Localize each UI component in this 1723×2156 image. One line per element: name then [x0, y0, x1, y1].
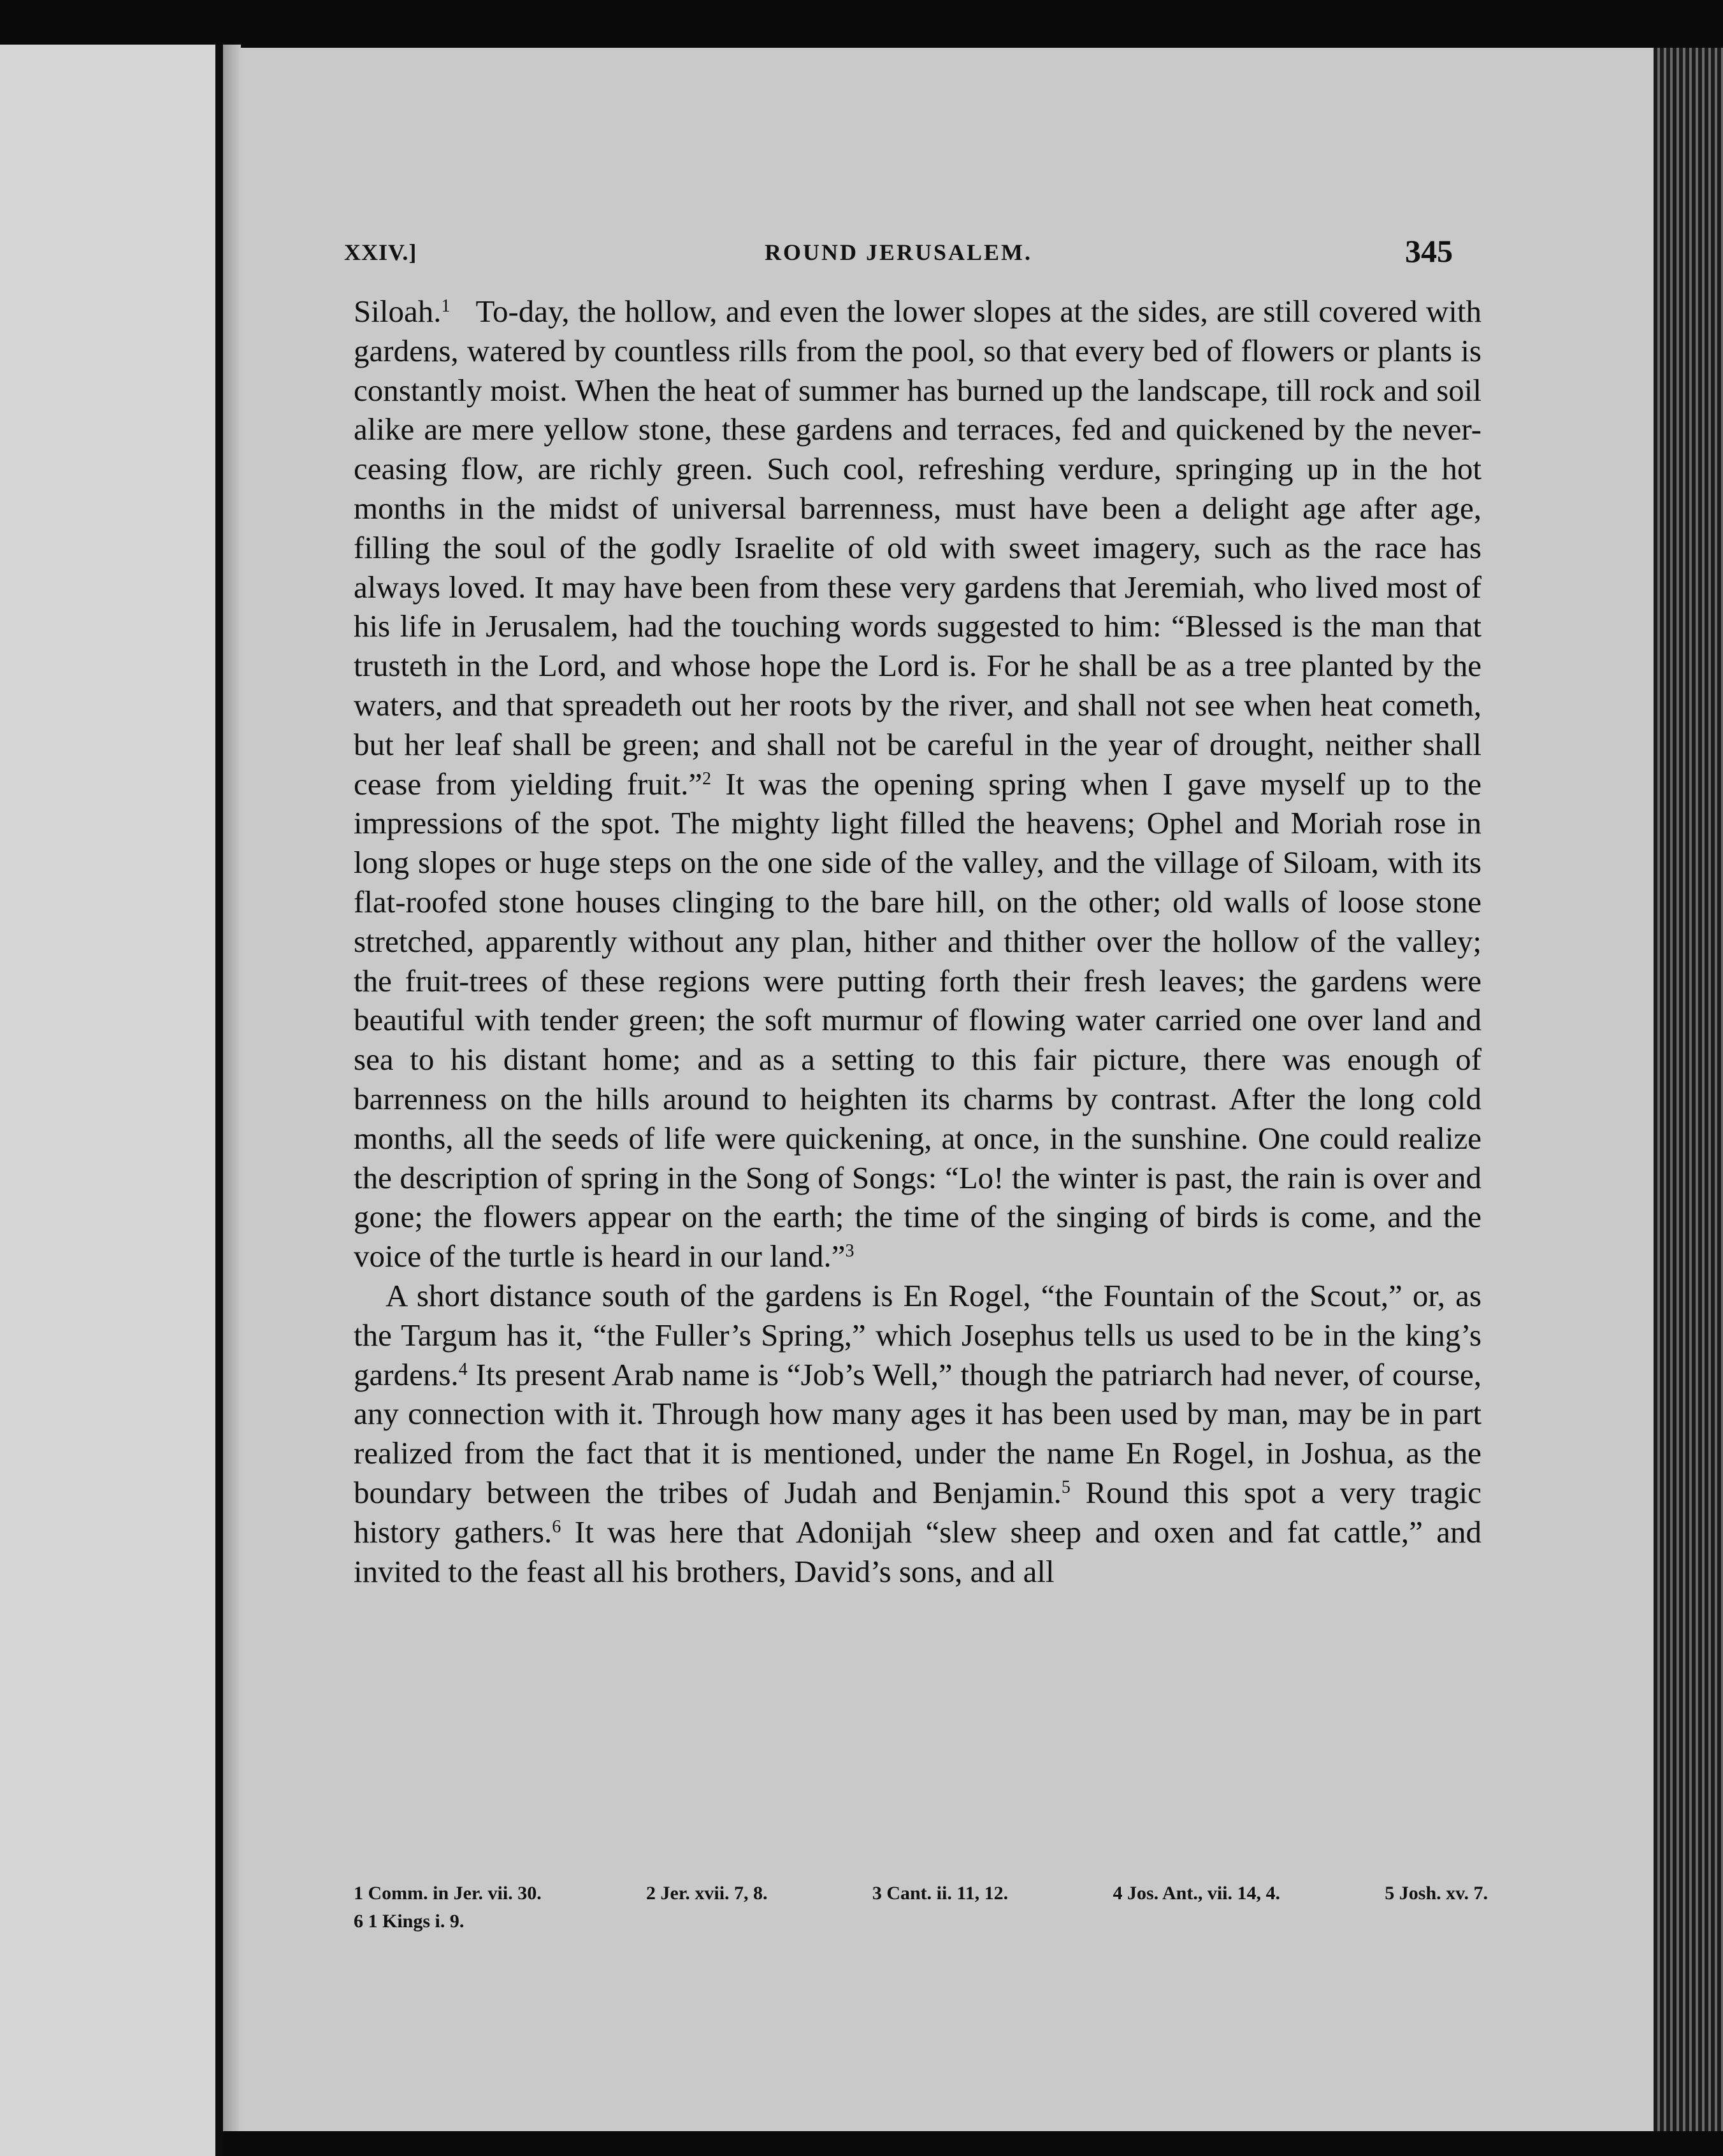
footnote: 4 Jos. Ant., vii. 14, 4. [1113, 1883, 1280, 1904]
footnote: 1 Comm. in Jer. vii. 30. [354, 1883, 542, 1904]
page-number: 345 [1405, 233, 1453, 269]
footnote: 2 Jer. xvii. 7, 8. [646, 1883, 768, 1904]
paragraph-text: Its present Arab name is “Job’s Well,” though the patriarch had never, of course, any connection with it. Through how many ages it has been used by man, may be in part realized from the fact that it is mentioned, under the name En Rogel, in Joshua, as the boundary between the tribes of Judah and Benjamin. [354, 1356, 1482, 1510]
paragraph-text: It was here that Adonijah “slew sheep and oxen and fat cattle,” and invited to the feast all his brothers, David’s sons, and all [354, 1514, 1482, 1589]
footnote-mark[interactable]: 6 [552, 1516, 561, 1537]
footnote: 5 Josh. xv. 7. [1385, 1883, 1488, 1904]
paragraph-text: A short distance south of the gardens is En Rogel, “the Fountain of the Scout,” or, as the Targum has it, “the Fuller’s Spring,” which Josephus tells us used to be in the king’s gardens. [354, 1277, 1481, 1392]
paragraph-text: Round this spot a very tragic history gathers. [354, 1474, 1481, 1549]
footnotes [354, 1879, 1488, 1936]
scan-bottom-border [223, 2131, 1723, 2156]
paragraph [354, 1276, 1481, 1591]
paragraph-text: To-day, the hollow, and even the lower slopes at the sides, are still covered with gardens, watered by countless rills from the pool, so that every bed of flowers or plants is constantly moist. When the heat of summer has burned up the landscape, till rock and soil alike are mere yellow stone, these gardens and terraces, fed and quickened by the never-ceasing flow, are richly green. Such cool, refreshing verdure, springing up in the hot months in the midst of universal barrenness, must have been a delight age after age, filling the soul of the godly Israelite of old with sweet imagery, such as the race has always loved. It may have been from these very gardens that Jeremiah, who lived most of his life in Jerusalem, had the touching words suggested to him: “Blessed is the man that trusteth in the Lord, and whose hope the Lord is. For he shall be as a tree planted by the waters, and that spreadeth out her roots by the river, and shall not see when heat cometh, but her leaf shall be green; and shall not be careful in the year of drought, neither shall cease from yielding fruit.” [354, 294, 1481, 801]
footnote-mark[interactable]: 2 [702, 768, 712, 789]
facing-page [0, 45, 220, 2156]
footnote-mark[interactable]: 1 [441, 296, 451, 316]
page-edges [1654, 48, 1723, 2131]
paragraph-text: It was the opening spring when I gave myself up to the impressions of the spot. The mighty light filled the heavens; Ophel and Moriah rose in long slopes or huge steps on the one side of the valley, and the village of Siloam, with its flat-roofed stone houses clinging to the bare hill, on the other; old walls of loose stone stretched, apparently without any plan, hither and thither over the hollow of the valley; the fruit-trees of these regions were putting forth their fresh leaves; the gardens were beautiful with tender green; the soft murmur of flowing water carried one over land and sea to his distant home; and as a setting to this fair picture, there was enough of barrenness on the hills around to heighten its charms by contrast. After the long cold months, all the seeds of life were quickening, at once, in the sunshine. One could realize the description of spring in the Song of Songs: “Lo! the winter is past, the rain is over and gone; the flowers appear on the earth; the time of the singing of birds is come, and the voice of the turtle is heard in our land.” [354, 766, 1481, 1274]
footnote-mark[interactable]: 5 [1061, 1477, 1071, 1497]
footnote-line [354, 1908, 1488, 1936]
page-gutter [215, 45, 223, 2156]
paragraph [354, 292, 1481, 1276]
footnote-mark[interactable]: 3 [845, 1241, 854, 1261]
running-title: ROUND JERUSALEM. [764, 240, 1033, 265]
gutter-shadow [223, 45, 241, 2156]
chapter-number: XXIV.] [344, 240, 417, 265]
footnote: 3 Cant. ii. 11, 12. [872, 1883, 1009, 1904]
footnote-mark[interactable]: 4 [458, 1359, 468, 1379]
footnote-line [354, 1879, 1488, 1908]
body-text [354, 292, 1481, 1591]
footnote: 6 1 Kings i. 9. [354, 1911, 465, 1932]
running-head [344, 233, 1453, 271]
paragraph-text: Siloah. [354, 294, 442, 329]
